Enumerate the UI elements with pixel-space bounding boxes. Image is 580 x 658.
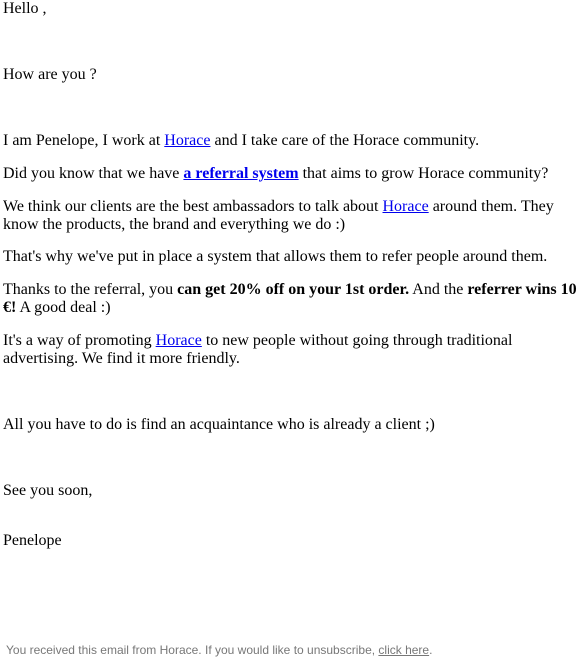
ambassadors-text-after: around them. They know the products, the brand and everything we do :)	[3, 198, 554, 233]
horace-link[interactable]: Horace	[382, 198, 429, 215]
footer-text: You received this email from Horace. If you would like to unsubscribe,	[6, 643, 379, 657]
referrer-reward-text: referrer wins 10 €!	[3, 281, 577, 316]
referral-text-before: Did you know that we have	[3, 165, 184, 182]
intro-text-before: I am Penelope, I work at	[3, 132, 165, 149]
horace-link[interactable]: Horace	[164, 132, 211, 149]
thanks-text-after: A good deal :)	[16, 299, 111, 316]
referral-text-after: that aims to grow Horace community?	[298, 165, 549, 182]
how-are-you: How are you ?	[3, 66, 97, 83]
intro-text-after: and I take care of the Horace community.	[210, 132, 480, 149]
promoting-text-after: to new people without going through traditional advertising. We find it more friendly.	[3, 332, 513, 367]
intro-paragraph	[3, 132, 579, 150]
discount-offer-text: can get 20% off on your 1st order.	[177, 281, 410, 298]
unsubscribe-link[interactable]: click here	[378, 643, 430, 657]
thanks-paragraph	[3, 281, 579, 317]
ambassadors-text-before: We think our clients are the best ambassadors to talk about	[3, 198, 383, 215]
promoting-paragraph	[3, 332, 579, 368]
footer	[6, 643, 432, 657]
ambassadors-paragraph	[3, 198, 579, 234]
referral-system-link[interactable]: a referral system	[183, 165, 299, 182]
signature: Penelope	[3, 532, 62, 549]
promoting-text-before: It's a way of promoting	[3, 332, 156, 349]
system-intro-paragraph: That's why we've put in place a system that allows them to refer people around them.	[3, 248, 548, 265]
referral-question-paragraph	[3, 165, 579, 183]
see-you-soon: See you soon,	[3, 482, 93, 499]
greeting: Hello ,	[3, 0, 47, 17]
thanks-text-middle: And the	[409, 281, 468, 298]
acquaintance-paragraph: All you have to do is find an acquaintance who is already a client ;)	[3, 416, 435, 433]
thanks-text-before: Thanks to the referral, you	[3, 281, 178, 298]
footer-end: .	[429, 643, 433, 657]
horace-link[interactable]: Horace	[155, 332, 202, 349]
